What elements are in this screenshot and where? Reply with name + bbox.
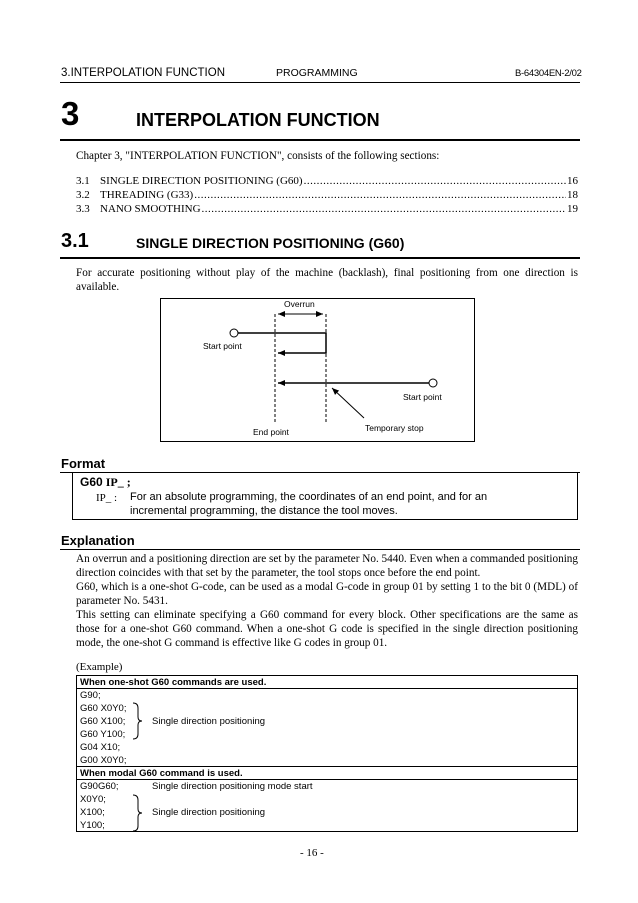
- explanation-para-3: This setting can eliminate specifying a G60 command for every block. Other specifications are the same as those for a one-shot G60 command. When a one-shot G code is specified in the single direction positioning mode, the one-shot G command is effective like G codes in group 01.: [76, 609, 578, 649]
- section-number: 3.1: [61, 230, 89, 252]
- toc-entry[interactable]: [76, 203, 578, 217]
- running-header-doc-id: B-64304EN-2/02: [515, 68, 582, 79]
- format-command-code: G60: [80, 475, 103, 489]
- label-start-point-2: Start point: [403, 392, 442, 402]
- example-modal-start-note: Single direction positioning mode start: [152, 781, 313, 792]
- toc-leader: [304, 175, 566, 187]
- start-point-1-marker: [230, 329, 238, 337]
- example-code-line: X100;: [80, 807, 105, 818]
- example-code-line: G60 X0Y0;: [80, 703, 127, 714]
- example-code-line: G90G60;: [80, 781, 119, 792]
- chapter-title-rule: [60, 139, 580, 141]
- format-param-line1: For an absolute programming, the coordinates of an end point, and for an: [130, 491, 488, 503]
- toc-entry-page: 19: [567, 203, 578, 215]
- toc-entry[interactable]: [76, 175, 578, 189]
- example-oneshot-heading: When one-shot G60 commands are used.: [80, 677, 267, 688]
- example-rule-2: [76, 766, 578, 767]
- chapter-number: 3: [61, 95, 80, 132]
- toc-leader: [202, 203, 566, 215]
- running-header-category: PROGRAMMING: [276, 67, 358, 79]
- explanation-heading: Explanation: [61, 533, 135, 548]
- example-label: (Example): [76, 661, 123, 673]
- label-end-point: End point: [253, 427, 289, 437]
- example-code-line: G04 X10;: [80, 742, 121, 753]
- explanation-para-1: An overrun and a positioning direction are set by the parameter No. 5440. Even when a commanded positioning direction coincides with that set by the parameter, the tool stops once before the end point.: [76, 553, 578, 579]
- toc-entry-title: NANO SMOOTHING: [100, 203, 201, 215]
- toc-entry-page: 16: [567, 175, 578, 187]
- section-title: SINGLE DIRECTION POSITIONING (G60): [136, 235, 405, 251]
- format-param-line2: incremental programming, the distance the tool moves.: [130, 505, 398, 517]
- label-temporary-stop: Temporary stop: [365, 423, 424, 433]
- explanation-para-2: G60, which is a one-shot G-code, can be used as a modal G-code in group 01 by setting 1 to the bit 0 (MDL) of parameter No. 5431.: [76, 581, 578, 607]
- example-code-line: G60 Y100;: [80, 729, 126, 740]
- example-code-line: Y100;: [80, 820, 105, 831]
- toc-entry-title: THREADING (G33): [100, 189, 194, 201]
- start-point-2-marker: [429, 379, 437, 387]
- label-start-point-1: Start point: [203, 341, 242, 351]
- toc-entry[interactable]: [76, 189, 578, 203]
- chapter-title: INTERPOLATION FUNCTION: [136, 110, 380, 130]
- diagram-frame: [161, 299, 475, 442]
- page-number: - 16 -: [300, 847, 324, 859]
- example-code-line: G00 X0Y0;: [80, 755, 127, 766]
- example-rule-1: [76, 688, 578, 689]
- explanation-rule: [60, 549, 580, 550]
- brace-icon: [130, 702, 144, 740]
- label-overrun: Overrun: [284, 299, 315, 309]
- header-rule: [60, 82, 580, 83]
- example-oneshot-note: Single direction positioning: [152, 716, 266, 727]
- section-description: For accurate positioning without play of the machine (backlash), final positioning from one direction is available.: [76, 267, 578, 293]
- path-1: [238, 333, 326, 353]
- toc-entry-number: 3.3: [76, 203, 90, 215]
- toc-entry-title: SINGLE DIRECTION POSITIONING (G60): [100, 175, 303, 187]
- brace-icon: [130, 794, 144, 832]
- format-heading: Format: [61, 456, 106, 471]
- section-title-rule: [60, 257, 580, 259]
- chapter-intro: Chapter 3, "INTERPOLATION FUNCTION", consists of the following sections:: [76, 150, 440, 162]
- temporary-stop-pointer: [332, 388, 364, 418]
- positioning-diagram: [160, 298, 475, 442]
- toc-entry-number: 3.1: [76, 175, 90, 187]
- toc-leader: [194, 189, 566, 201]
- format-param-label: IP_ :: [96, 492, 118, 504]
- example-modal-heading: When modal G60 command is used.: [80, 768, 243, 779]
- toc-entry-page: 18: [567, 189, 578, 201]
- example-code-line: G90;: [80, 690, 101, 701]
- running-header-section: 3.INTERPOLATION FUNCTION: [61, 67, 225, 79]
- example-rule-3: [76, 779, 578, 780]
- format-command: [80, 475, 131, 490]
- example-code-line: G60 X100;: [80, 716, 126, 727]
- example-modal-note: Single direction positioning: [152, 807, 266, 818]
- format-command-arg: IP_ ;: [105, 475, 131, 489]
- toc-entry-number: 3.2: [76, 189, 90, 201]
- example-code-line: X0Y0;: [80, 794, 106, 805]
